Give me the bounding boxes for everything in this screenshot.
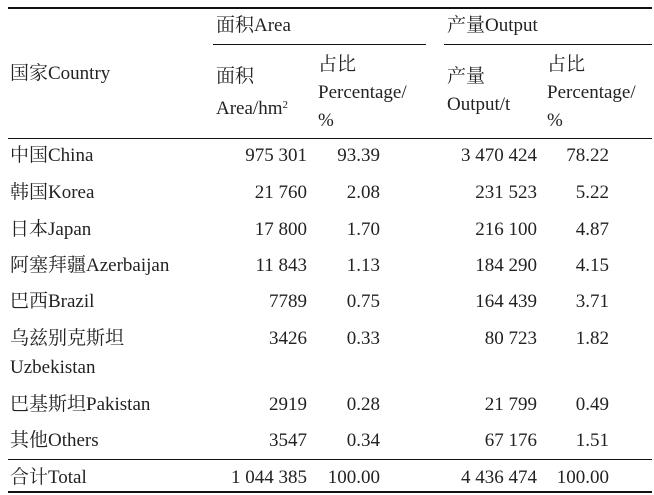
cell-area-pct: 0.28 [346,394,380,415]
cell-output: 3 470 424 [461,145,537,166]
cell-output: 21 799 [484,394,537,415]
cell-area: 3426 [269,328,307,349]
cell-output-pct: 4.87 [575,219,609,240]
cell-output: 231 523 [475,182,537,203]
cell-country-line2: Uzbekistan [10,357,96,378]
header-area-pct-en2: % [318,110,334,131]
output-group-underline [444,44,652,45]
cell-area: 3547 [269,430,307,451]
total-area-pct: 100.00 [327,467,380,488]
header-output-sub-en: Output/t [447,94,511,115]
cell-area: 17 800 [254,219,307,240]
total-output-pct: 100.00 [556,467,609,488]
cell-output: 164 439 [475,291,537,312]
cell-output-pct: 1.51 [575,430,609,451]
cell-area-pct: 0.34 [346,430,380,451]
header-area-sub-sup: 2 [282,99,288,111]
cell-output-pct: 78.22 [566,145,609,166]
cell-country: 其他Others [10,430,99,451]
header-area-pct-en1: Percentage/ [318,82,407,103]
header-output-pct-zh: 占比 [547,54,586,75]
header-output-pct-en1: Percentage/ [547,82,636,103]
cell-area-pct: 2.08 [346,182,380,203]
cell-area-pct: 0.33 [346,328,380,349]
header-output-pct-en2: % [547,110,563,131]
header-output-group: 产量Output [447,15,538,36]
cell-output: 216 100 [475,219,537,240]
cell-country: 中国China [10,145,94,166]
cell-output-pct: 4.15 [575,255,609,276]
cell-area: 975 301 [245,145,307,166]
cell-country: 韩国Korea [10,182,95,203]
cell-area-pct: 93.39 [337,145,380,166]
cell-area: 2919 [269,394,307,415]
cell-country: 日本Japan [10,219,92,240]
area-group-underline [213,44,426,45]
total-output: 4 436 474 [461,467,537,488]
header-area-sub-en: Area/$hm^2$ [216,98,288,119]
header-country: 国家Country [10,63,111,84]
cell-area-pct: 1.70 [346,219,380,240]
cell-country: 巴基斯坦Pakistan [10,394,151,415]
cell-output: 184 290 [475,255,537,276]
cell-output-pct: 1.82 [575,328,609,349]
total-country: 合计Total [10,467,87,488]
header-output-sub-zh: 产量 [447,66,486,87]
top-rule [8,7,652,9]
header-area-pct-zh: 占比 [318,54,357,75]
header-area-group: 面积Area [216,15,291,36]
cell-output-pct: 0.49 [575,394,609,415]
cell-country: 阿塞拜疆Azerbaijan [10,255,170,276]
cell-area-pct: 0.75 [346,291,380,312]
total-area: 1 044 385 [231,467,307,488]
cell-output-pct: 3.71 [575,291,609,312]
total-separator-rule [8,459,652,460]
bottom-rule [8,491,652,493]
cell-output-pct: 5.22 [575,182,609,203]
cell-output: 67 176 [484,430,537,451]
cell-country: 乌兹别克斯坦 [10,328,125,349]
cell-area-pct: 1.13 [346,255,380,276]
header-area-sub-zh: 面积 [216,66,255,87]
cell-area: 21 760 [254,182,307,203]
cell-output: 80 723 [484,328,537,349]
cell-area: 11 843 [255,255,307,276]
header-bottom-rule [8,138,652,139]
cell-country: 巴西Brazil [10,291,95,312]
cell-area: 7789 [269,291,307,312]
